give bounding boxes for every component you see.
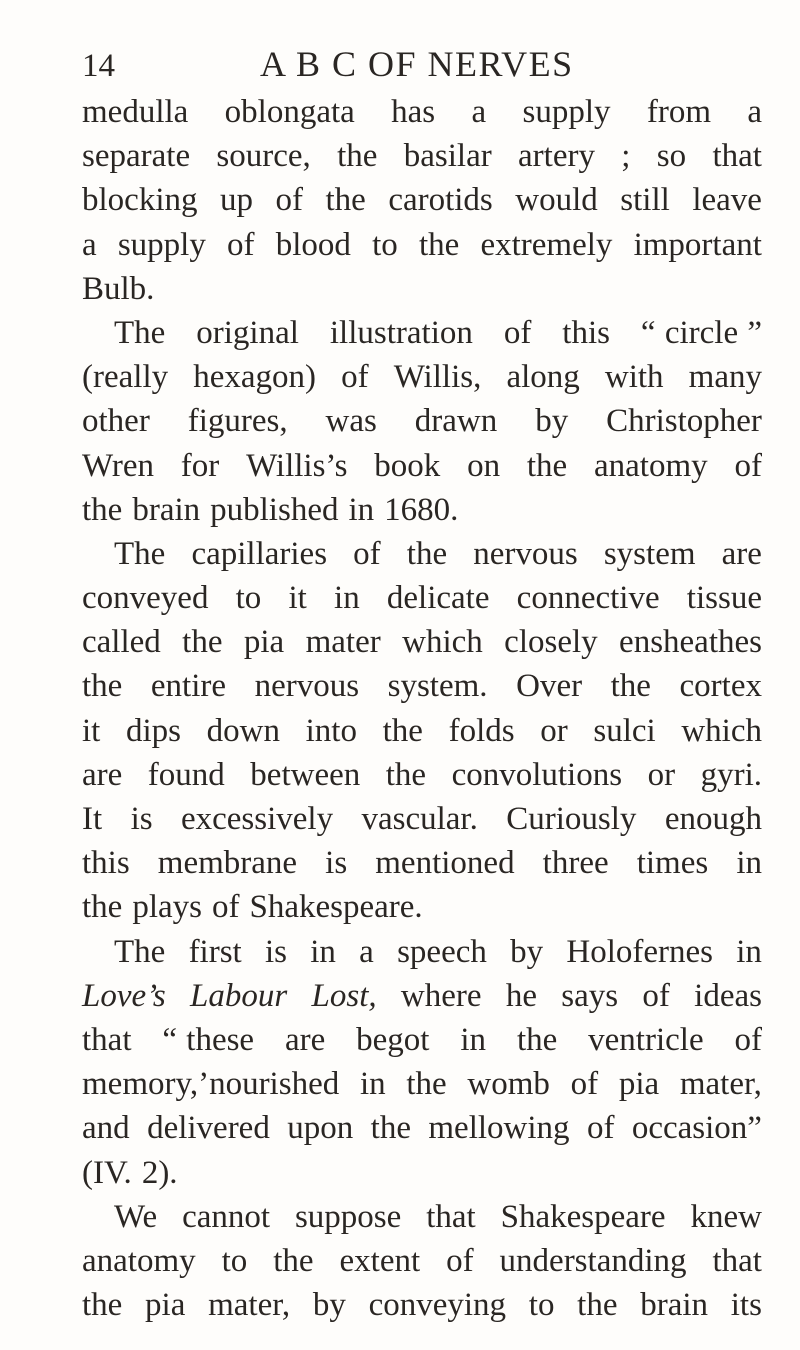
text-line xyxy=(82,1239,762,1283)
word: Shakespeare. xyxy=(249,889,423,926)
word: brain xyxy=(132,491,201,528)
text-line xyxy=(82,1151,762,1195)
word: hexagon) xyxy=(193,359,317,396)
word: first xyxy=(188,933,242,970)
word: would xyxy=(515,182,598,219)
word: begot xyxy=(356,1021,430,1058)
word: is xyxy=(264,933,287,970)
word: to xyxy=(528,1287,555,1324)
word: is xyxy=(130,801,153,837)
word: conveyed xyxy=(82,580,209,617)
text-line xyxy=(82,576,762,620)
word: its xyxy=(730,1287,762,1324)
word: excessively xyxy=(180,801,334,837)
word: Christopher xyxy=(606,403,762,440)
word: pia xyxy=(618,1066,660,1103)
word: of xyxy=(212,889,240,926)
word: that xyxy=(82,1021,132,1058)
word: plays xyxy=(132,889,202,926)
word: system. xyxy=(387,668,488,705)
word: book xyxy=(374,447,441,484)
word: the xyxy=(382,712,423,749)
word: of xyxy=(642,977,670,1014)
word: 1680. xyxy=(384,491,459,528)
word: important xyxy=(633,226,762,263)
word: gyri. xyxy=(700,756,762,793)
word: between xyxy=(250,756,361,793)
word: womb xyxy=(467,1066,550,1103)
word: in xyxy=(736,933,762,970)
word: The xyxy=(114,535,166,572)
word: of xyxy=(734,1021,762,1058)
text-line xyxy=(82,974,762,1018)
word: blood xyxy=(275,226,351,263)
word: delicate xyxy=(386,580,490,617)
word: ideas xyxy=(694,977,762,1014)
word: the xyxy=(418,226,460,263)
text-line xyxy=(82,841,762,885)
word: sulci xyxy=(593,712,656,749)
word: (really xyxy=(82,359,169,396)
word: convolutions xyxy=(451,756,623,793)
word: ensheathes xyxy=(619,624,762,661)
word: pia xyxy=(243,624,285,661)
word: a xyxy=(747,94,762,130)
word: the xyxy=(406,1066,447,1103)
word: along xyxy=(506,359,580,396)
word: for xyxy=(180,447,220,484)
text-line xyxy=(82,620,762,664)
word: the xyxy=(82,1287,123,1324)
word: a xyxy=(471,94,487,130)
word: the xyxy=(273,1242,314,1279)
word: conveying xyxy=(368,1287,507,1324)
text-line xyxy=(82,134,762,178)
word: Bulb. xyxy=(82,270,155,307)
word: supply xyxy=(117,226,206,263)
word: oblongata xyxy=(224,94,355,130)
text-line xyxy=(82,1106,762,1150)
word: figures, xyxy=(187,403,288,440)
word: says xyxy=(561,977,619,1014)
word: medulla xyxy=(82,94,189,130)
word: (IV. xyxy=(82,1154,132,1191)
word: are xyxy=(82,756,123,793)
word: capillaries xyxy=(191,535,328,572)
word: original xyxy=(196,314,299,351)
text-line xyxy=(82,267,762,311)
word: mentioned xyxy=(375,845,515,882)
word: delivered xyxy=(147,1110,270,1147)
word: of xyxy=(734,447,762,484)
word: It xyxy=(82,801,103,837)
word: the xyxy=(370,1110,411,1147)
word: cannot xyxy=(182,1198,271,1235)
word: vascular. xyxy=(361,801,478,837)
text-line xyxy=(82,709,762,753)
word: the xyxy=(516,1021,558,1058)
word: speech xyxy=(397,933,487,970)
word: or xyxy=(647,756,676,793)
word: Curiously xyxy=(506,801,637,837)
text-line xyxy=(82,90,762,134)
word: has xyxy=(391,94,436,130)
text-line xyxy=(82,664,762,708)
word: it xyxy=(288,580,307,617)
word: extent xyxy=(339,1242,421,1279)
word: the xyxy=(182,624,223,661)
word: where xyxy=(400,977,482,1014)
word: in xyxy=(736,845,762,882)
word: in xyxy=(348,491,375,528)
text-line xyxy=(82,399,762,443)
word: down xyxy=(206,712,280,749)
word: closely xyxy=(504,624,598,661)
word: occasion” xyxy=(631,1110,762,1147)
word: ; xyxy=(621,138,631,175)
word: connective xyxy=(516,580,660,617)
word: found xyxy=(147,756,225,793)
text-line xyxy=(82,488,762,532)
word: Holofernes xyxy=(566,933,713,970)
word: a xyxy=(359,933,374,970)
word: illustration xyxy=(329,314,473,351)
word: was xyxy=(325,403,377,440)
word: membrane xyxy=(157,845,298,882)
word: suppose xyxy=(294,1198,402,1235)
word: upon xyxy=(287,1110,354,1147)
word: pia xyxy=(145,1287,186,1324)
word: enough xyxy=(664,801,762,837)
word: in xyxy=(359,1066,386,1103)
word: many xyxy=(688,359,762,396)
word: that xyxy=(712,1242,762,1279)
word: Over xyxy=(516,668,583,705)
text-line xyxy=(82,753,762,797)
word: still xyxy=(620,182,670,219)
word: artery xyxy=(518,138,595,175)
word: understanding xyxy=(499,1242,687,1279)
running-title: A B C OF NERVES xyxy=(260,44,574,84)
word: is xyxy=(325,845,348,882)
word: of xyxy=(503,314,532,351)
word: up xyxy=(219,182,253,219)
word: which xyxy=(402,624,483,661)
text-line xyxy=(82,223,762,267)
word: tissue xyxy=(686,580,762,617)
word: or xyxy=(540,712,568,749)
word: mater xyxy=(305,624,381,661)
word: the xyxy=(577,1287,618,1324)
word: to xyxy=(235,580,262,617)
word: Labour xyxy=(190,977,288,1014)
word: this xyxy=(82,845,130,882)
word: the xyxy=(82,668,123,705)
text-line xyxy=(82,797,762,841)
word: system xyxy=(603,535,696,572)
word: the xyxy=(610,668,651,705)
page-number: 14 xyxy=(82,48,115,84)
word: The xyxy=(114,314,166,351)
text-line xyxy=(82,444,762,488)
word: “ these xyxy=(162,1021,255,1058)
word: on xyxy=(467,447,501,484)
word: mater, xyxy=(679,1066,762,1103)
word: by xyxy=(535,403,569,440)
word: “ circle ” xyxy=(640,314,762,351)
word: so xyxy=(656,138,687,175)
word: dips xyxy=(125,712,181,749)
word: The xyxy=(114,933,166,970)
word: to xyxy=(372,226,398,263)
word: are xyxy=(721,535,762,572)
word: other xyxy=(82,403,150,440)
word: which xyxy=(681,712,762,749)
word: Wren xyxy=(82,447,154,484)
word: he xyxy=(505,977,537,1014)
word: in xyxy=(460,1021,487,1058)
word: memory,’nourished xyxy=(82,1066,340,1103)
word: in xyxy=(310,933,336,970)
body-text xyxy=(82,90,762,1327)
word: Willis, xyxy=(393,359,482,396)
word: times xyxy=(636,845,709,882)
word: mellowing xyxy=(428,1110,570,1147)
word: into xyxy=(305,712,357,749)
word: with xyxy=(604,359,664,396)
word: of xyxy=(227,226,255,263)
word: that xyxy=(712,138,762,175)
text-line xyxy=(82,1018,762,1062)
word: source, xyxy=(216,138,311,175)
word: nervous xyxy=(254,668,360,705)
word: drawn xyxy=(414,403,498,440)
word: basilar xyxy=(403,138,492,175)
word: of xyxy=(353,535,381,572)
word: and xyxy=(82,1110,130,1147)
word: the xyxy=(526,447,568,484)
word: the xyxy=(325,182,366,219)
word: supply xyxy=(522,94,611,130)
word: it xyxy=(82,712,101,749)
word: the xyxy=(406,535,448,572)
word: of xyxy=(446,1242,474,1279)
text-line xyxy=(82,311,762,355)
word: Willis’s xyxy=(246,447,348,484)
word: this xyxy=(562,314,610,351)
text-line xyxy=(82,355,762,399)
word: the xyxy=(82,889,123,926)
word: to xyxy=(221,1242,248,1279)
word: Love’s xyxy=(82,977,166,1014)
word: by xyxy=(510,933,544,970)
text-line xyxy=(82,930,762,974)
text-line xyxy=(82,1283,762,1327)
word: are xyxy=(284,1021,326,1058)
word: mater, xyxy=(208,1287,291,1324)
text-line xyxy=(82,885,762,929)
word: three xyxy=(542,845,609,882)
word: folds xyxy=(448,712,515,749)
word: cortex xyxy=(679,668,762,705)
word: ventricle xyxy=(588,1021,704,1058)
word: carotids xyxy=(388,182,493,219)
word: in xyxy=(334,580,360,617)
word: leave xyxy=(692,182,762,219)
word: Lost, xyxy=(311,977,377,1014)
word: knew xyxy=(690,1198,762,1235)
running-header xyxy=(82,40,762,84)
word: separate xyxy=(82,138,191,175)
word: of xyxy=(341,359,369,396)
word: anatomy xyxy=(594,447,708,484)
word: the xyxy=(337,138,378,175)
word: the xyxy=(82,491,123,528)
word: entire xyxy=(150,668,227,705)
word: that xyxy=(426,1198,476,1235)
word: a xyxy=(82,226,97,263)
text-line xyxy=(82,1195,762,1239)
word: by xyxy=(312,1287,346,1324)
word: called xyxy=(82,624,161,661)
word: of xyxy=(586,1110,615,1147)
text-line xyxy=(82,532,762,576)
text-line xyxy=(82,1062,762,1106)
word: nervous xyxy=(473,535,578,572)
word: blocking xyxy=(82,182,198,219)
word: anatomy xyxy=(82,1242,196,1279)
word: from xyxy=(646,94,711,130)
word: brain xyxy=(640,1287,709,1324)
word: extremely xyxy=(480,226,613,263)
word: of xyxy=(570,1066,599,1103)
word: 2). xyxy=(141,1154,178,1191)
word: published xyxy=(210,491,339,528)
text-line xyxy=(82,178,762,222)
word: Shakespeare xyxy=(500,1198,666,1235)
word: We xyxy=(114,1198,158,1235)
word: the xyxy=(385,756,427,793)
word: of xyxy=(275,182,303,219)
